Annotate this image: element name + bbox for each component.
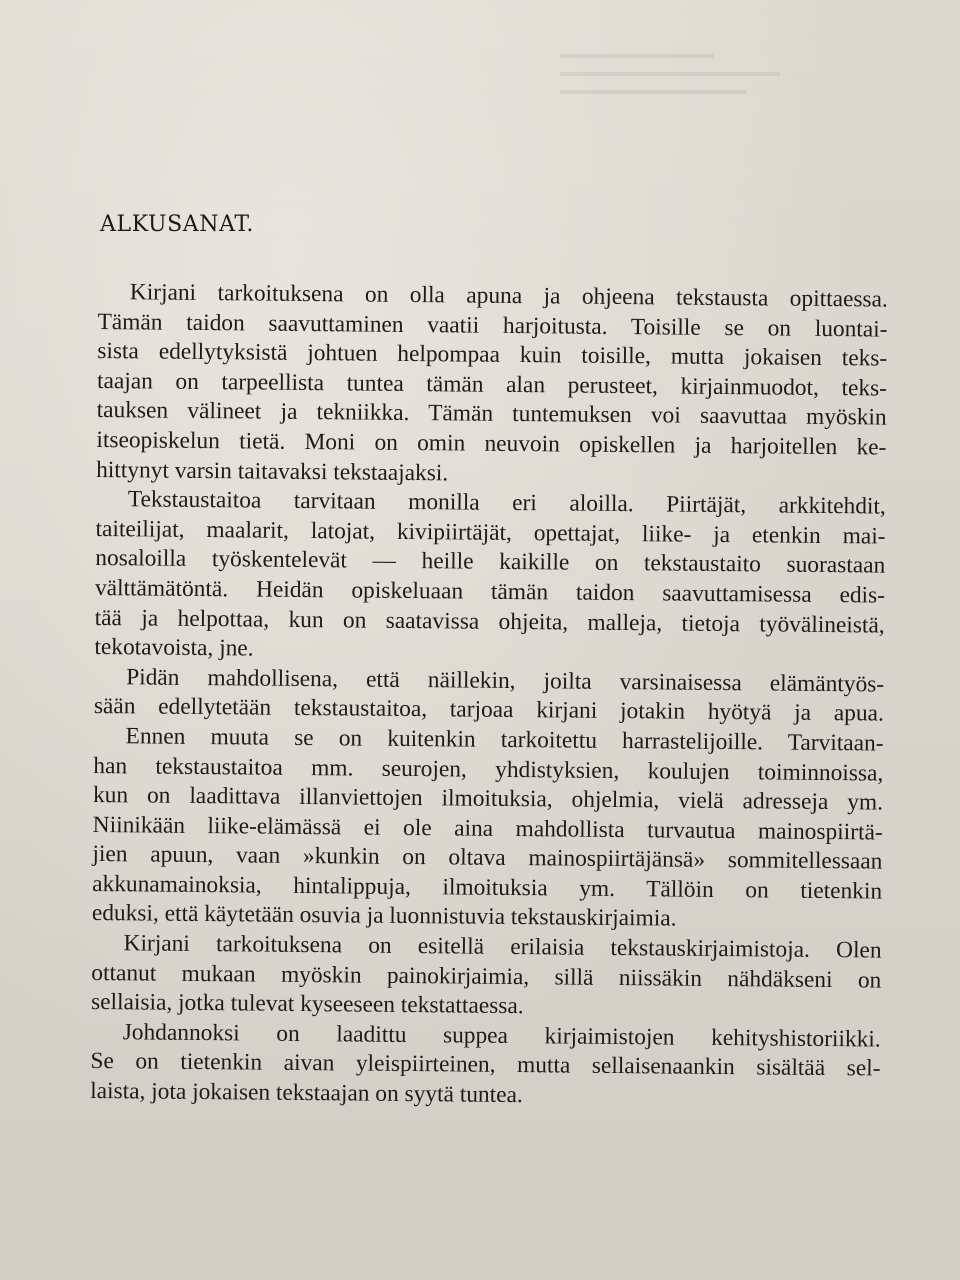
page-heading: ALKUSANAT.: [100, 212, 255, 237]
text-line: ottanut mukaan myöskin painokirjaimia, sillä niissäkin nähdäkseni on: [91, 959, 882, 994]
text-line: välttämätöntä. Heidän opiskeluaan tämän taidon saavuttamisessa edis-: [94, 574, 886, 609]
text-line: akkunamainoksia, hintalippuja, ilmoituksia ym. Tällöin on tietenkin: [92, 870, 883, 905]
text-line: taajan on tarpeellista tuntea tämän alan perusteet, kirjainmuodot, teks-: [96, 367, 888, 402]
text-line: laista, jota jokaisen tekstaajan on syytä tuntea.: [90, 1077, 523, 1109]
text-line: kun on laadittava illanviettojen ilmoituksia, ohjelmia, vielä adresseja ym.: [92, 782, 884, 816]
text-line: Se on tietenkin aivan yleispiirteinen, mutta sellaisenaankin sisältää sel-: [90, 1048, 881, 1082]
text-line: Ennen muuta se on kuitenkin tarkoitettu harrastelijoille. Tarvitaan-: [125, 723, 884, 757]
text-line: Kirjani tarkoituksena on esitellä erilaisia tekstauskirjaimistoja. Olen: [123, 930, 882, 964]
text-line: Pidän mahdollisena, että näillekin, joilta varsinaisessa elämäntyös-: [126, 664, 885, 698]
body-text: [90, 278, 888, 1114]
text-line: nosaloilla työskentelevät — heille kaikille on tekstaustaito suorastaan: [95, 545, 886, 579]
text-line: Tämän taidon saavuttaminen vaatii harjoitusta. Toisille se on luontai-: [97, 308, 888, 343]
text-line: Johdannoksi on laadittu suppea kirjaimistojen kehityshistoriikki.: [122, 1019, 881, 1053]
text-line: tauksen välineet ja tekniikka. Tämän tuntemuksen voi saavuttaa myöskin: [96, 397, 887, 431]
bleed-through-text: [560, 40, 780, 110]
text-line: tekotavoista, jne.: [94, 634, 254, 662]
text-line: han tekstaustaitoa mm. seurojen, yhdistyksien, koulujen toiminnoissa,: [93, 752, 884, 787]
text-line: taiteilijat, maalarit, latojat, kivipiirtäjät, opettajat, liike- ja etenkin mai-: [95, 515, 886, 550]
text-line: sään edellytetään tekstaustaitoa, tarjoaa kirjani jotakin hyötyä ja apua.: [93, 693, 884, 727]
text-line: tää ja helpottaa, kun on saatavissa ohjeita, malleja, tietoja työvälineistä,: [94, 604, 885, 639]
text-line: eduksi, että käytetään osuvia ja luonnistuvia tekstauskirjaimia.: [91, 900, 677, 933]
text-line: Tekstaustaitoa tarvitaan monilla eri aloilla. Piirtäjät, arkkitehdit,: [127, 486, 886, 520]
text-line: jien apuun, vaan »kunkin on oltava mainospiirtäjänsä» sommitellessaan: [92, 841, 883, 875]
text-line: hittynyt varsin taitavaksi tekstaajaksi.: [96, 456, 449, 486]
text-line: sellaisia, jotka tulevat kyseeseen tekstattaessa.: [90, 989, 524, 1020]
text-line: Niinikään liike-elämässä ei ole aina mahdollista turvautua mainospiirtä-: [92, 811, 883, 846]
text-line: Kirjani tarkoituksena on olla apuna ja ohjeena tekstausta opittaessa.: [129, 279, 888, 313]
text-line: sista edellytyksistä johtuen helpompaa kuin toisille, mutta jokaisen teks-: [97, 338, 888, 372]
text-line: itseopiskelun tietä. Moni on omin neuvoin opiskellen ja harjoitellen ke-: [96, 426, 887, 461]
